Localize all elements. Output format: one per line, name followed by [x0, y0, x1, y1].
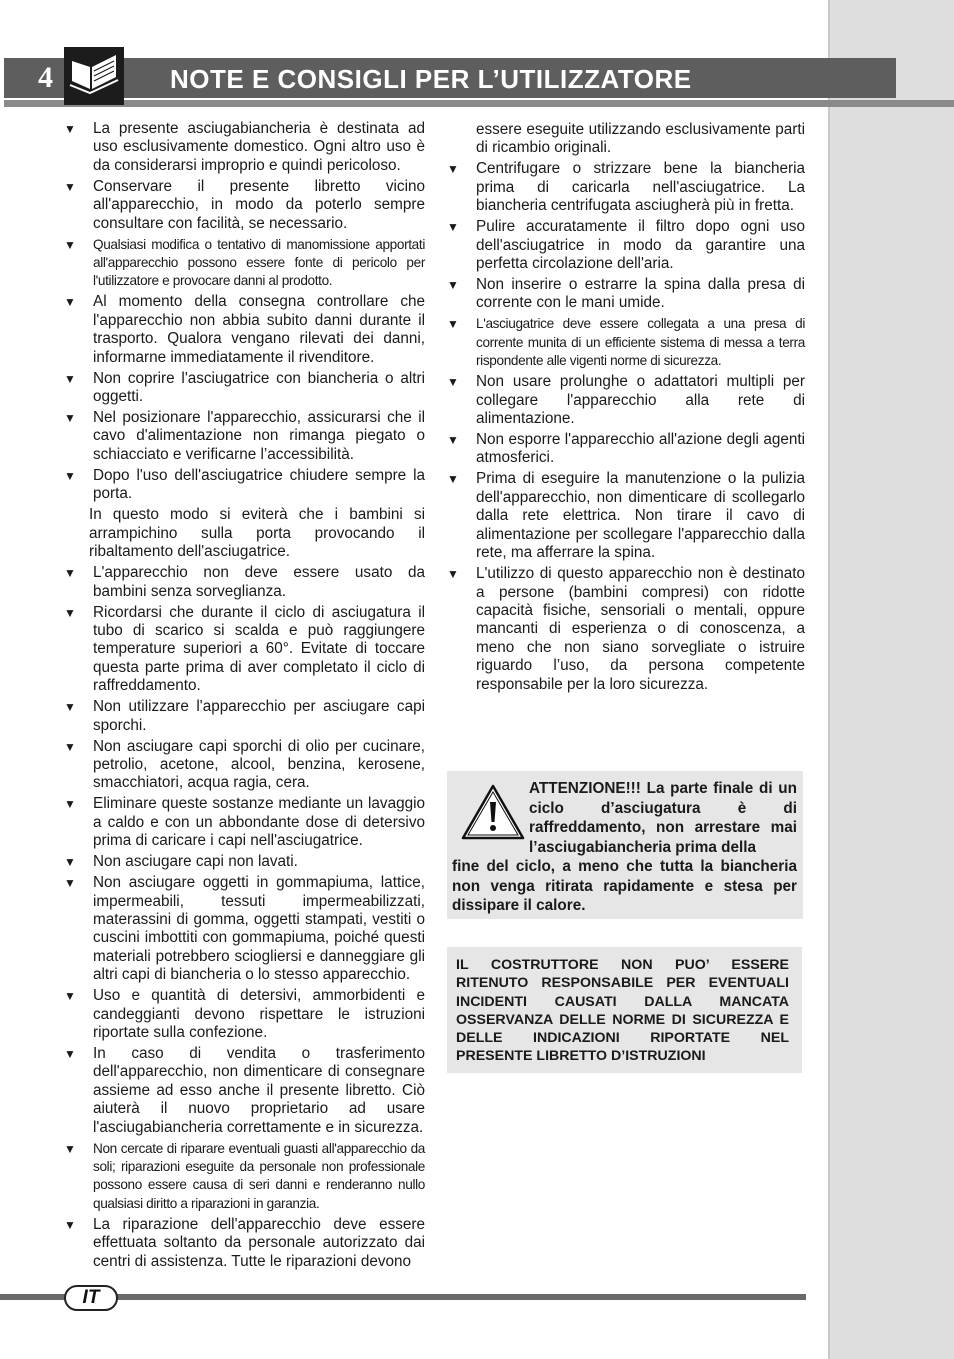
- list-item: [62, 1045, 425, 1137]
- list-item-text: Qualsiasi modifica o tentativo di manomissione apportati all'apparecchio possono essere fonte di pericolo per l'utilizzatore e provocare danni al prodotto.: [93, 236, 425, 289]
- list-item-text: Non asciugare oggetti in gommapiuma, lattice, impermeabili, tessuti impermeabilizzati, materassini di gomma, oggetti stampati, vestiti o cuscini imbottiti con gommapiuma, poiché questi materiali potrebbero sciogliersi e danneggiare gli altri capi di biancheria o lo stesso apparecchio.: [93, 874, 425, 984]
- bullet-icon: ▼: [447, 375, 459, 390]
- language-badge: IT: [64, 1285, 118, 1311]
- list-item: [62, 293, 425, 367]
- bullet-icon: ▼: [64, 1141, 76, 1156]
- bullet-icon: ▼: [64, 1217, 76, 1232]
- page-number: 4: [38, 61, 53, 94]
- left-column: [62, 120, 425, 1274]
- list-item: [62, 874, 425, 984]
- list-item: [62, 467, 425, 504]
- list-item-text: Non esporre l'apparecchio all'azione degli agenti atmosferici.: [476, 431, 805, 467]
- list-item-text: Ricordarsi che durante il ciclo di asciugatura il tubo di scarico si scalda e può raggiungere temperature superiori a 60°. Evitate di toccare questa parte prima di aver completato il ciclo di raffreddamento.: [93, 603, 425, 695]
- bullet-icon: ▼: [64, 855, 76, 870]
- bullet-icon: ▼: [64, 237, 76, 252]
- warning-text-bottom: fine del ciclo, a meno che tutta la biancheria non venga ritirata rapidamente e stesa per dissipare il calore.: [452, 858, 797, 914]
- list-item: [62, 987, 425, 1042]
- list-item-text: Non inserire o estrarre la spina dalla presa di corrente con le mani umide.: [476, 276, 805, 312]
- list-item: [62, 738, 425, 793]
- bullet-icon: ▼: [64, 1047, 76, 1061]
- bullet-icon: ▼: [64, 739, 76, 754]
- list-item-text: Pulire accuratamente il filtro dopo ogni uso dell'asciugatrice in modo da garantire una perfetta circolazione dell'aria.: [476, 218, 805, 273]
- list-item-text: Al momento della consegna controllare che l'apparecchio non abbia subito danni durante il trasporto. Qualora vengano rilevati dei danni, informarne immediatamente il rivenditore.: [93, 293, 425, 366]
- list-item-text: Non usare prolunghe o adattatori multipli per collegare l'apparecchio alla rete di alimentazione.: [476, 373, 805, 428]
- list-item: [62, 1140, 425, 1214]
- list-item-text: L'utilizzo di questo apparecchio non è destinato a persone (bambini compresi) con ridotte capacità fisiche, sensoriali o mentali, oppure mancanti di esperienza o di conoscenza, a meno che non siano sorvegliate o istruire riguardo l’uso, da persona competente responsabile per la loro sicurezza.: [476, 565, 805, 693]
- list-item: [445, 373, 805, 428]
- bullet-icon: ▼: [64, 371, 76, 386]
- list-item-text: Dopo l'uso dell'asciugatrice chiudere sempre la porta.: [93, 466, 425, 503]
- list-item: [62, 370, 425, 407]
- bullet-icon: ▼: [64, 876, 76, 891]
- list-item-text: Uso e quantità di detersivi, ammorbidenti e candeggianti devono rispettare le istruzioni riportate sulla confezione.: [93, 987, 425, 1041]
- list-item: [62, 698, 425, 735]
- list-item: [62, 178, 425, 233]
- list-item-text: Nel posizionare l'apparecchio, assicurarsi che il cavo d'alimentazione non rimanga piegato o schiacciato e verificarne l’accessibilità.: [93, 409, 425, 463]
- list-item-text: L'apparecchio non deve essere usato da bambini senza sorveglianza.: [93, 564, 425, 600]
- list-item-text: Non coprire l'asciugatrice con biancheria o altri oggetti.: [93, 369, 425, 406]
- list-item-text: In caso di vendita o trasferimento dell'apparecchio, non dimenticare di consegnare assieme ad esso anche il presente libretto. Ciò aiuterà il nuovo proprietario ad usare l'asciugabiancheria correttamente e in sicurezza.: [93, 1045, 425, 1136]
- list-item-text: Non utilizzare l'apparecchio per asciugare capi sporchi.: [93, 698, 425, 734]
- bullet-icon: ▼: [64, 566, 76, 581]
- list-item-text: L'asciugatrice deve essere collegata a una presa di corrente munita di un efficiente sistema di messa a terra rispondente alle vigenti norme di sicurezza.: [476, 316, 805, 369]
- bullet-icon: ▼: [447, 567, 459, 582]
- list-item-text: Centrifugare o strizzare bene la biancheria prima di caricarla nell'asciugatrice. La biancheria centrifugata asciugherà più in fretta.: [476, 160, 805, 215]
- bullet-icon: ▼: [447, 433, 459, 448]
- list-item-text: Prima di eseguire la manutenzione o la pulizia dell'apparecchio, non dimenticare di scollegarlo dalla rete elettrica. Non tirare il cavo di alimentazione per scollegare l'apparecchio dalla rete, ma afferrare la spina.: [476, 470, 805, 562]
- footer-line: [0, 1294, 806, 1300]
- header-underline: [4, 100, 954, 107]
- side-strip-edge: [828, 0, 830, 1359]
- paragraph: In questo modo si eviterà che i bambini si arrampichino sulla porta provocando il ribaltamento dell'asciugatrice.: [89, 506, 425, 561]
- bullet-icon: ▼: [64, 605, 76, 620]
- liability-notice: IL COSTRUTTORE NON PUO’ ESSERE RITENUTO RESPONSABILE PER EVENTUALI INCIDENTI CAUSATI DALLA MANCATA OSSERVANZA DELLE NORME DI SICUREZZA E DELLE INDICAZIONI RIPORTATE NEL PRESENTE LIBRETTO D’ISTRUZIONI: [456, 957, 789, 1065]
- list-item: [62, 564, 425, 601]
- list-item-text: La riparazione dell'apparecchio deve essere effettuata soltanto da personale autorizzato dai centri di assistenza. Tutte le riparazioni devono: [93, 1215, 425, 1270]
- bullet-icon: ▼: [447, 317, 459, 332]
- warning-icon: [461, 784, 525, 845]
- bullet-icon: ▼: [64, 700, 76, 715]
- list-item: [62, 236, 425, 291]
- list-item-text: Non asciugare capi non lavati.: [93, 853, 298, 871]
- list-item: [445, 470, 805, 562]
- list-item-text: Conservare il presente libretto vicino all'apparecchio, in modo da poterlo sempre consultare con facilità, se necessario.: [93, 177, 425, 232]
- right-column: [445, 121, 805, 697]
- list-item-text: Non cercate di riparare eventuali guasti all'apparecchio da soli; riparazioni eseguite da personale non professionale possono essere causa di seri danni e renderanno nullo qualsiasi diritto a riparazioni in garanzia.: [93, 1140, 425, 1211]
- list-item: [62, 795, 425, 850]
- list-item: [445, 218, 805, 273]
- bullet-icon: ▼: [64, 468, 76, 483]
- list-item: [445, 160, 805, 215]
- bullet-icon: ▼: [64, 179, 76, 194]
- list-item-text: Non asciugare capi sporchi di olio per cucinare, petrolio, acetone, alcool, benzina, kerosene, smacchiatori, acqua ragia, cera.: [93, 737, 425, 792]
- bullet-icon: ▼: [447, 162, 459, 177]
- continued-text: essere eseguite utilizzando esclusivamente parti di ricambio originali.: [476, 121, 805, 157]
- bullet-icon: ▼: [447, 472, 459, 487]
- warning-text-top: ATTENZIONE!!! La parte finale di un ciclo d’asciugatura è di raffreddamento, non arrestare mai l’asciugabiancheria prima della: [529, 780, 797, 856]
- list-item: [445, 431, 805, 468]
- list-item: [445, 315, 805, 370]
- book-icon: [64, 47, 124, 105]
- bullet-icon: ▼: [64, 989, 76, 1004]
- list-item: [62, 604, 425, 696]
- bullet-icon: ▼: [447, 278, 459, 293]
- list-item-text: La presente asciugabiancheria è destinata ad uso esclusivamente domestico. Ogni altro uso è da considerarsi improprio e quindi pericoloso.: [93, 120, 425, 174]
- list-item: [62, 853, 425, 871]
- list-item-text: Eliminare queste sostanze mediante un lavaggio a caldo e con un abbondante dose di detersivo prima di caricare i capi nell'asciugatrice.: [93, 795, 425, 850]
- side-strip: [828, 0, 954, 1359]
- list-item: [62, 120, 425, 175]
- bullet-icon: ▼: [447, 220, 459, 235]
- bullet-icon: ▼: [64, 122, 76, 136]
- page-title: NOTE E CONSIGLI PER L’UTILIZZATORE: [170, 64, 692, 94]
- list-item: [62, 1216, 425, 1271]
- bullet-icon: ▼: [64, 797, 76, 812]
- list-item: [445, 276, 805, 313]
- bullet-icon: ▼: [64, 411, 76, 426]
- bullet-icon: ▼: [64, 295, 76, 310]
- list-item: [445, 565, 805, 694]
- list-item: [62, 409, 425, 464]
